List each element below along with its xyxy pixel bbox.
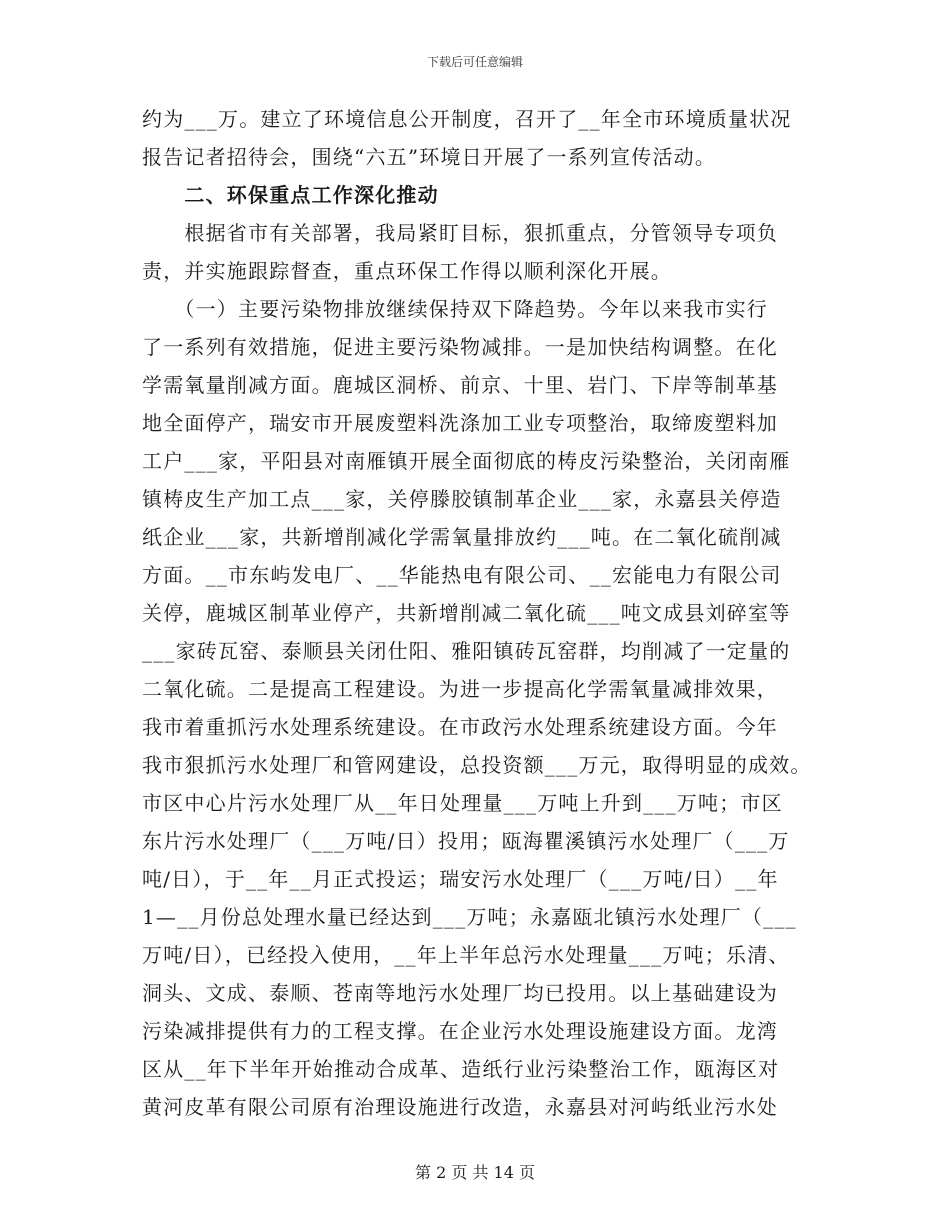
text-line: 报告记者招待会，围绕“六五”环境日开展了一系列宣传活动。: [142, 145, 717, 169]
text-line: 区从__年下半年开始推动合成革、造纸行业污染整治工作，瓯海区对: [142, 1057, 780, 1081]
text-line: 方面。__市东屿发电厂、__华能热电有限公司、__宏能电力有限公司: [142, 563, 782, 587]
section-heading: 二、环保重点工作深化推动: [142, 183, 439, 207]
text-line: 黄河皮革有限公司原有治理设施进行改造，永嘉县对河屿纸业污水处: [142, 1095, 778, 1119]
text-line: 了一系列有效措施，促进主要污染物减排。一是加快结构调整。在化: [142, 335, 778, 359]
text-line: 污染减排提供有力的工程支撑。在企业污水处理设施建设方面。龙湾: [142, 1019, 778, 1043]
page-number: 第 2 页 共 14 页: [415, 1163, 535, 1182]
text-line: 关停，鹿城区制革业停产，共新增削减二氧化硫___吨文成县刘碎室等: [142, 601, 791, 625]
text-line: 约为___万。建立了环境信息公开制度，召开了__年全市环境质量状况: [142, 107, 792, 131]
text-line: 洞头、文成、泰顺、苍南等地污水处理厂均已投用。以上基础建设为: [142, 981, 778, 1005]
text-line: 市区中心片污水处理厂从__年日处理量___万吨上升到___万吨；市区: [142, 791, 783, 815]
text-line: 工户___家，平阳县对南雁镇开展全面彻底的梼皮污染整治，关闭南雁: [142, 449, 791, 473]
text-line: ___家砖瓦窑、泰顺县关闭仕阳、雅阳镇砖瓦窑群，均削减了一定量的: [142, 639, 791, 663]
text-line: 根据省市有关部署，我局紧盯目标，狠抓重点，分管领导专项负: [142, 221, 778, 245]
text-line: 地全面停产，瑞安市开展废塑料洗涤加工业专项整治，取缔废塑料加: [142, 411, 778, 435]
text-line: （一）主要污染物排放继续保持双下降趋势。今年以来我市实行: [142, 297, 768, 321]
text-line: 我市着重抓污水处理系统建设。在市政污水处理系统建设方面。今年: [142, 715, 778, 739]
text-line: 二氧化硫。二是提高工程建设。为进一步提高化学需氧量减排效果，: [142, 677, 778, 701]
text-line: 纸企业___家，共新增削减化学需氧量排放约___吨。在二氧化硫削减: [142, 525, 782, 549]
text-line: 学需氧量削减方面。鹿城区洞桥、前京、十里、岩门、下岸等制革基: [142, 373, 778, 397]
text-line: 责，并实施跟踪督查，重点环保工作得以顺利深化开展。: [142, 259, 672, 283]
text-line: 1—__月份总处理水量已经达到___万吨；永嘉瓯北镇污水处理厂（___: [142, 905, 797, 929]
page-header: 下载后可任意编辑: [426, 55, 523, 69]
text-line: 镇梼皮生产加工点___家，关停滕胶镇制革企业___家，永嘉县关停造: [142, 487, 782, 511]
text-line: 我市狠抓污水处理厂和管网建设，总投资额___万元，取得明显的成效。: [142, 753, 812, 777]
text-line: 吨/日），于__年__月正式投运；瑞安污水处理厂（___万吨/日）__年: [142, 867, 779, 891]
text-line: 东片污水处理厂（___万吨/日）投用；瓯海瞿溪镇污水处理厂（___万: [142, 829, 790, 853]
text-line: 万吨/日），已经投入使用，__年上半年总污水处理量___万吨；乐清、: [142, 943, 790, 967]
